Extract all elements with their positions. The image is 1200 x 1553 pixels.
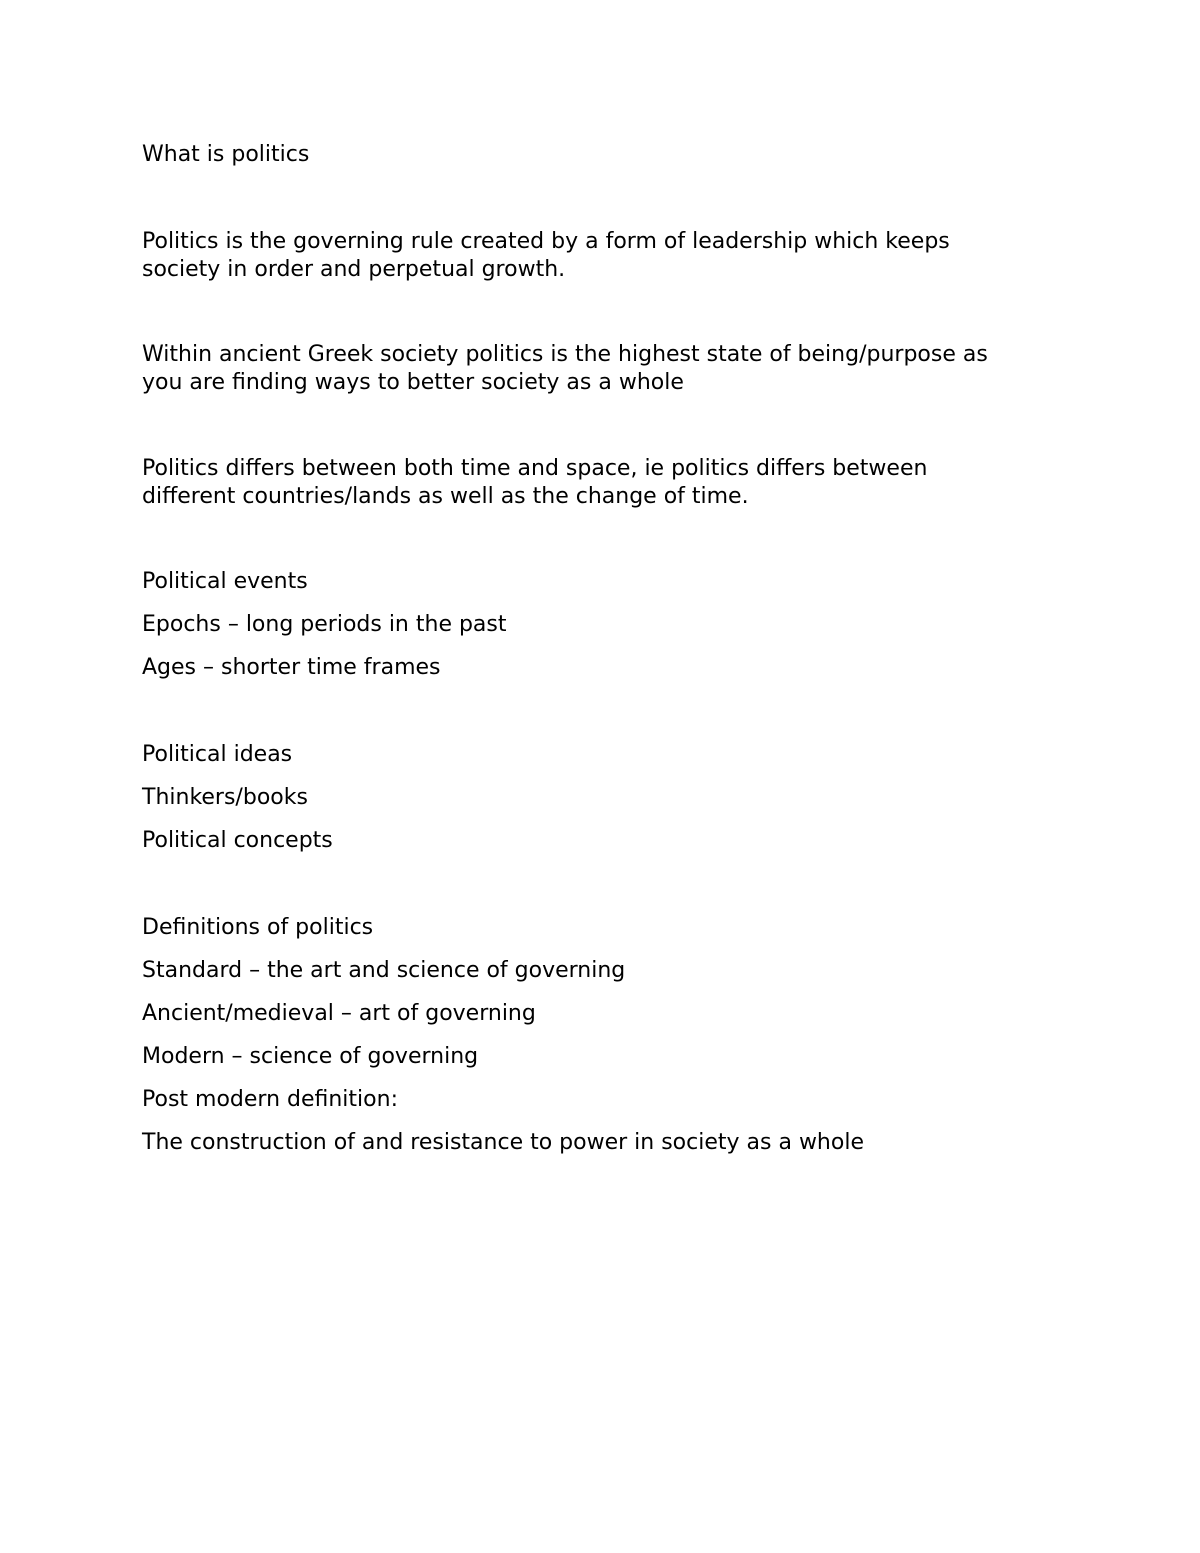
definitions-item: Post modern definition: — [142, 1087, 398, 1112]
document-title: What is politics — [142, 142, 310, 167]
definitions-item: Modern – science of governing — [142, 1044, 479, 1069]
ideas-item: Thinkers/books — [142, 785, 308, 810]
events-item: Ages – shorter time frames — [142, 655, 441, 680]
events-heading: Political events — [142, 569, 308, 594]
definitions-item: Ancient/medieval – art of governing — [142, 1001, 536, 1026]
paragraph-line: Politics differs between both time and space, ie politics differs between — [142, 456, 928, 481]
definitions-item: Standard – the art and science of governing — [142, 958, 626, 983]
definitions-item: The construction of and resistance to power in society as a whole — [142, 1130, 864, 1155]
ideas-item: Political concepts — [142, 828, 333, 853]
definitions-heading: Definitions of politics — [142, 915, 374, 940]
paragraph-time-space — [142, 455, 927, 511]
paragraph-line: you are finding ways to better society as a whole — [142, 370, 684, 395]
paragraph-line: different countries/lands as well as the change of time. — [142, 484, 749, 509]
paragraph-line: society in order and perpetual growth. — [142, 257, 566, 282]
paragraph-line: Politics is the governing rule created by a form of leadership which keeps — [142, 229, 950, 254]
paragraph-ancient-greek — [142, 341, 988, 397]
events-item: Epochs – long periods in the past — [142, 612, 507, 637]
paragraph-line: Within ancient Greek society politics is the highest state of being/purpose as — [142, 342, 988, 367]
paragraph-definition — [142, 228, 950, 284]
ideas-heading: Political ideas — [142, 742, 293, 767]
